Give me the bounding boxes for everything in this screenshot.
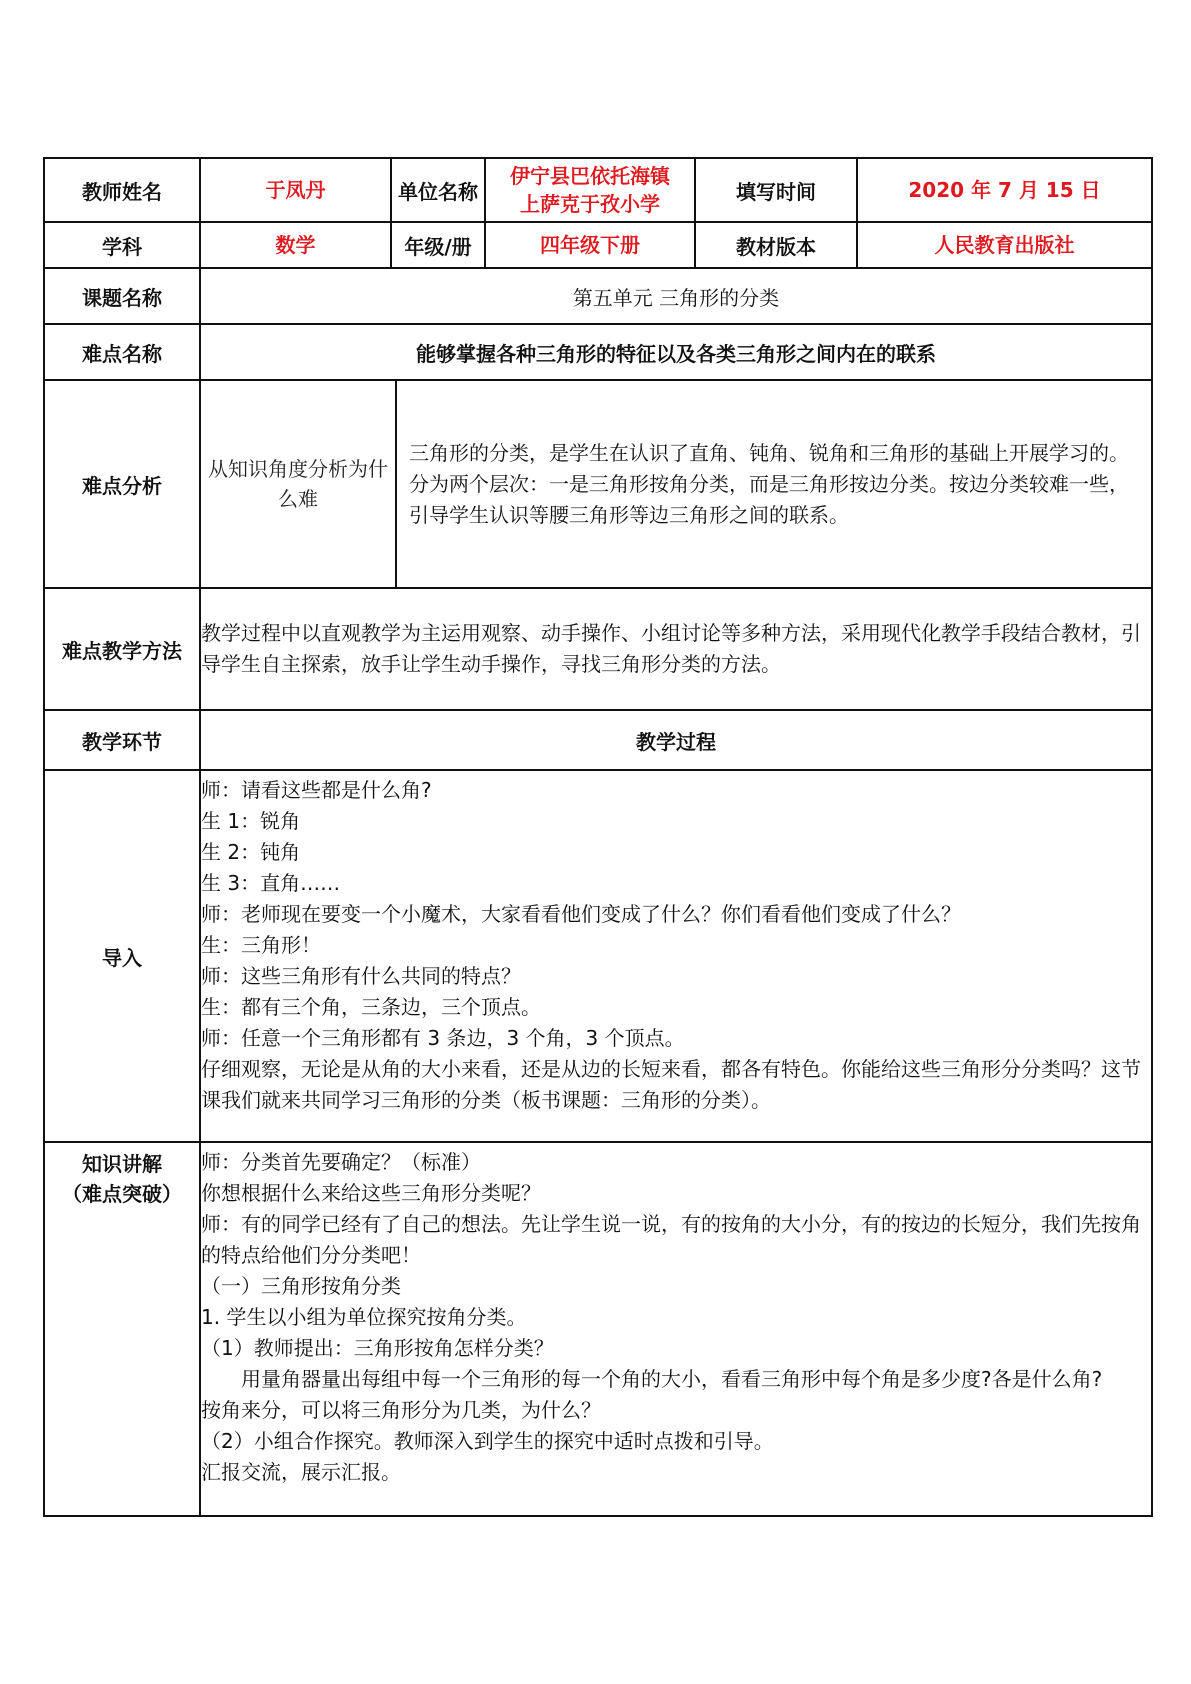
intro-line: 生：三角形！ — [201, 933, 321, 957]
knowledge-line: （2）小组合作探究。教师深入到学生的探究中适时点拨和引导。 — [201, 1429, 774, 1453]
analysis-sub-label: 从知识角度分析为什么难 — [201, 381, 396, 587]
unit-value-line1: 伊宁县巴依托海镇 — [510, 164, 670, 188]
info-row-2 — [44, 222, 1152, 268]
unit-value-line2: 上萨克于孜小学 — [520, 192, 660, 216]
knowledge-label — [44, 1142, 200, 1516]
difficulty-row — [44, 324, 1152, 380]
unit-value — [485, 158, 695, 222]
subject-label: 学科 — [44, 222, 200, 268]
date-label: 填写时间 — [695, 158, 857, 222]
knowledge-line: 师：分类首先要确定？（标准） — [201, 1150, 481, 1174]
topic-value: 第五单元 三角形的分类 — [200, 268, 1152, 324]
edition-label: 教材版本 — [695, 222, 857, 268]
knowledge-line: （一）三角形按角分类 — [201, 1274, 401, 1298]
intro-label: 导入 — [44, 770, 200, 1142]
teacher-label: 教师姓名 — [44, 158, 200, 222]
intro-row — [44, 770, 1152, 1142]
grade-value: 四年级下册 — [485, 222, 695, 268]
intro-line: 师：老师现在要变一个小魔术，大家看看他们变成了什么？你们看看他们变成了什么？ — [201, 902, 961, 926]
knowledge-line: 用量角器量出每组中每一个三角形的每一个角的大小，看看三角形中每个角是多少度?各是什么角? — [241, 1367, 1103, 1391]
subject-value: 数学 — [200, 222, 391, 268]
knowledge-line: 按角来分，可以将三角形分为几类，为什么？ — [201, 1398, 601, 1422]
analysis-text: 三角形的分类，是学生在认识了直角、钝角、锐角和三角形的基础上开展学习的。分为两个层次：一是三角形按角分类，而是三角形按边分类。按边分类较难一些，引导学生认识等腰三角形等边三角形之间的联系。 — [409, 440, 1129, 527]
difficulty-value: 能够掌握各种三角形的特征以及各类三角形之间内在的联系 — [200, 324, 1152, 380]
info-row-1 — [44, 158, 1152, 222]
process-header-label: 教学环节 — [44, 710, 200, 770]
intro-line: 生 3：直角…… — [201, 871, 341, 895]
process-header-value: 教学过程 — [200, 710, 1152, 770]
knowledge-line: （1）教师提出：三角形按角怎样分类？ — [201, 1336, 554, 1360]
method-label: 难点教学方法 — [44, 588, 200, 710]
intro-line: 生 1：锐角 — [201, 809, 301, 833]
topic-row — [44, 268, 1152, 324]
intro-line: 生 2：钝角 — [201, 840, 301, 864]
topic-label: 课题名称 — [44, 268, 200, 324]
method-row — [44, 588, 1152, 710]
analysis-label: 难点分析 — [44, 380, 200, 588]
date-value: 2020 年 7 月 15 日 — [857, 158, 1152, 222]
intro-line: 生：都有三个角，三条边，三个顶点。 — [201, 995, 541, 1019]
knowledge-line: 师：有的同学已经有了自己的想法。先让学生说一说，有的按角的大小分，有的按边的长短分，我们先按角的特点给他们分分类吧！ — [201, 1212, 1141, 1267]
analysis-cell — [200, 380, 1152, 588]
teacher-value: 于凤丹 — [200, 158, 391, 222]
knowledge-row — [44, 1142, 1152, 1516]
unit-label: 单位名称 — [391, 158, 485, 222]
knowledge-content — [200, 1142, 1152, 1516]
knowledge-label-line1: 知识讲解 — [82, 1152, 162, 1176]
intro-line: 师：这些三角形有什么共同的特点？ — [201, 964, 521, 988]
difficulty-label: 难点名称 — [44, 324, 200, 380]
intro-line: 师：请看这些都是什么角? — [201, 778, 432, 802]
knowledge-line: 汇报交流，展示汇报。 — [201, 1460, 401, 1484]
grade-label: 年级/册 — [391, 222, 485, 268]
lesson-plan-sheet — [43, 157, 1151, 1517]
intro-content — [200, 770, 1152, 1142]
analysis-inner-table — [201, 381, 1151, 587]
intro-line: 师：任意一个三角形都有 3 条边，3 个角，3 个顶点。 — [201, 1026, 685, 1050]
process-header-row — [44, 710, 1152, 770]
edition-value: 人民教育出版社 — [857, 222, 1152, 268]
intro-line: 仔细观察，无论是从角的大小来看，还是从边的长短来看，都各有特色。你能给这些三角形分分类吗？这节课我们就来共同学习三角形的分类（板书课题：三角形的分类）。 — [201, 1057, 1141, 1112]
knowledge-line: 你想根据什么来给这些三角形分类呢？ — [201, 1181, 541, 1205]
lesson-plan-table — [43, 157, 1153, 1517]
method-text: 教学过程中以直观教学为主运用观察、动手操作、小组讨论等多种方法，采用现代化教学手段结合教材，引导学生自主探索，放手让学生动手操作，寻找三角形分类的方法。 — [200, 588, 1152, 710]
analysis-row — [44, 380, 1152, 588]
knowledge-label-line2: （难点突破） — [62, 1182, 182, 1206]
knowledge-line: 1. 学生以小组为单位探究按角分类。 — [201, 1305, 527, 1329]
